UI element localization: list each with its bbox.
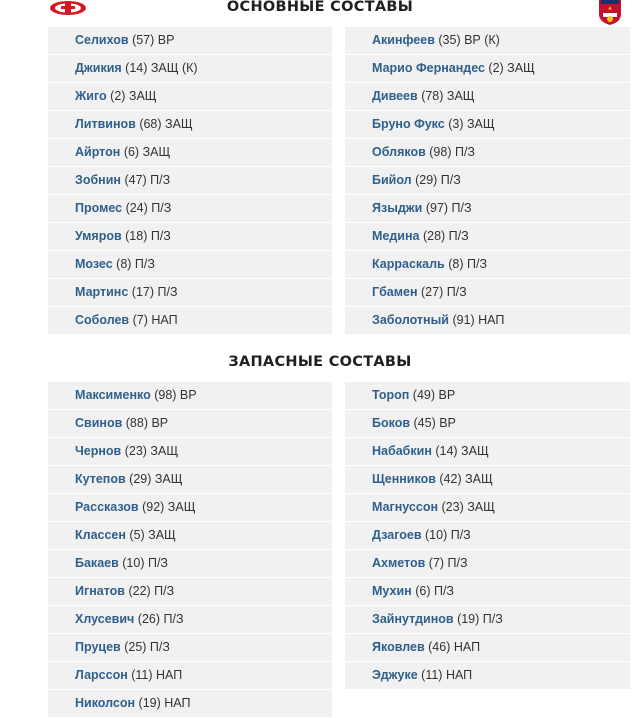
player-row — [48, 382, 332, 409]
player-row — [48, 578, 332, 605]
player-name-link[interactable]: Мухин — [372, 584, 412, 598]
player-number-position: (23) ЗАЩ — [124, 444, 179, 458]
player-row — [345, 578, 630, 605]
player-row — [48, 167, 332, 194]
player-number-position: (14) ЗАЩ — [435, 444, 489, 458]
player-name-link[interactable]: Бакаев — [75, 556, 119, 570]
player-name-link[interactable]: Максименко — [75, 388, 151, 402]
player-name-link[interactable]: Николсон — [75, 696, 136, 710]
player-name-link[interactable]: Заболотный — [372, 313, 449, 327]
player-name-link[interactable]: Классен — [75, 528, 126, 542]
player-number-position: (57) ВР — [132, 33, 175, 47]
player-row — [48, 494, 332, 521]
player-name-link[interactable]: Дивеев — [372, 89, 418, 103]
player-number-position: (29) П/З — [415, 173, 461, 187]
player-row — [48, 279, 332, 306]
player-number-position: (17) П/З — [131, 285, 178, 299]
player-row — [345, 195, 630, 222]
player-row — [345, 662, 630, 689]
player-number-position: (23) ЗАЩ — [441, 500, 495, 514]
player-row — [345, 111, 630, 138]
player-row — [48, 223, 332, 250]
player-number-position: (46) НАП — [428, 640, 481, 654]
player-number-position: (92) ЗАЩ — [142, 500, 196, 514]
player-name-link[interactable]: Свинов — [75, 416, 123, 430]
player-number-position: (10) П/З — [425, 528, 471, 542]
player-name-link[interactable]: Ахметов — [372, 556, 426, 570]
player-number-position: (2) ЗАЩ — [110, 89, 157, 103]
player-name-link[interactable]: Магнуссон — [372, 500, 439, 514]
player-name-link[interactable]: Обляков — [372, 145, 426, 159]
player-name-link[interactable]: Марио Фернандес — [372, 61, 485, 75]
player-row — [345, 522, 630, 549]
player-number-position: (6) П/З — [415, 584, 454, 598]
player-number-position: (26) П/З — [137, 612, 184, 626]
player-name-link[interactable]: Бруно Фукс — [372, 117, 445, 131]
player-row — [48, 251, 332, 278]
player-row — [345, 307, 630, 334]
subs-away-list — [345, 382, 630, 690]
starting-home-list — [48, 27, 332, 335]
player-number-position: (7) П/З — [428, 556, 468, 570]
player-number-position: (42) ЗАЩ — [439, 472, 493, 486]
player-row — [48, 195, 332, 222]
starting-away-list — [345, 27, 630, 335]
player-number-position: (6) ЗАЩ — [123, 145, 171, 159]
player-row — [345, 167, 630, 194]
player-row — [48, 83, 332, 110]
player-number-position: (19) НАП — [138, 696, 191, 710]
player-name-link[interactable]: Жиго — [75, 89, 107, 103]
player-name-link[interactable]: Айртон — [75, 145, 121, 159]
player-name-link[interactable]: Умяров — [75, 229, 122, 243]
player-number-position: (10) П/З — [122, 556, 168, 570]
player-row — [345, 27, 630, 54]
player-name-link[interactable]: Соболев — [75, 313, 130, 327]
player-row — [345, 139, 630, 166]
player-row — [345, 55, 630, 82]
player-name-link[interactable]: Боков — [372, 416, 411, 430]
player-row — [345, 279, 630, 306]
player-row — [345, 251, 630, 278]
player-number-position: (27) П/З — [421, 285, 467, 299]
player-row — [48, 139, 332, 166]
player-number-position: (14) ЗАЩ (К) — [125, 61, 198, 75]
player-name-link[interactable]: Мозес — [75, 257, 113, 271]
player-number-position: (11) НАП — [131, 668, 183, 682]
subs-lineups-title: ЗАПАСНЫЕ СОСТАВЫ — [228, 354, 412, 370]
player-name-link[interactable]: Чернов — [75, 444, 122, 458]
player-number-position: (8) П/З — [448, 257, 487, 271]
main-lineups-title: ОСНОВНЫЕ СОСТАВЫ — [226, 0, 414, 15]
player-name-link[interactable]: Акинфеев — [372, 33, 435, 47]
player-name-link[interactable]: Зобнин — [75, 173, 121, 187]
player-name-link[interactable]: Джикия — [75, 61, 122, 75]
player-number-position: (5) ЗАЩ — [129, 528, 176, 542]
player-number-position: (3) ЗАЩ — [448, 117, 495, 131]
player-number-position: (18) П/З — [125, 229, 171, 243]
player-name-link[interactable]: Селихов — [75, 33, 129, 47]
player-name-link[interactable]: Карраскаль — [372, 257, 445, 271]
player-row — [345, 494, 630, 521]
player-name-link[interactable]: Промес — [75, 201, 123, 215]
player-name-link[interactable]: Хлусевич — [75, 612, 135, 626]
player-number-position: (2) ЗАЩ — [488, 61, 535, 75]
player-number-position: (22) П/З — [128, 584, 175, 598]
player-name-link[interactable]: Кутепов — [75, 472, 126, 486]
player-name-link[interactable]: Щенников — [372, 472, 436, 486]
player-name-link[interactable]: Гбамен — [372, 285, 418, 299]
player-row — [48, 438, 332, 465]
player-name-link[interactable]: Зайнутдинов — [372, 612, 454, 626]
player-row — [345, 438, 630, 465]
player-number-position: (47) П/З — [124, 173, 171, 187]
player-row — [48, 307, 332, 334]
player-row — [48, 27, 332, 54]
player-name-link[interactable]: Дзагоев — [372, 528, 422, 542]
player-number-position: (19) П/З — [457, 612, 503, 626]
player-row — [48, 662, 332, 689]
player-number-position: (29) ЗАЩ — [129, 472, 183, 486]
player-number-position: (97) П/З — [425, 201, 472, 215]
player-name-link[interactable]: Медина — [372, 229, 420, 243]
subs-home-list — [48, 382, 332, 718]
player-name-link[interactable]: Пруцев — [75, 640, 121, 654]
player-row — [48, 410, 332, 437]
player-number-position: (49) ВР — [412, 388, 456, 402]
player-number-position: (98) ВР — [154, 388, 197, 402]
player-name-link[interactable]: Тороп — [372, 388, 410, 402]
player-row — [48, 634, 332, 661]
player-number-position: (45) ВР — [413, 416, 456, 430]
player-row — [48, 466, 332, 493]
player-name-link[interactable]: Мартинс — [75, 285, 129, 299]
player-name-link[interactable]: Бийол — [372, 173, 412, 187]
player-number-position: (24) П/З — [125, 201, 172, 215]
player-name-link[interactable]: Языджи — [372, 201, 423, 215]
player-row — [48, 690, 332, 717]
player-row — [345, 382, 630, 409]
player-row — [48, 522, 332, 549]
player-name-link[interactable]: Набабкин — [372, 444, 432, 458]
player-row — [345, 550, 630, 577]
player-row — [345, 223, 630, 250]
player-row — [48, 550, 332, 577]
player-number-position: (91) НАП — [452, 313, 505, 327]
player-number-position: (8) П/З — [116, 257, 155, 271]
player-number-position: (7) НАП — [132, 313, 178, 327]
player-row — [48, 111, 332, 138]
player-row — [48, 55, 332, 82]
player-name-link[interactable]: Литвинов — [75, 117, 136, 131]
player-number-position: (98) П/З — [429, 145, 475, 159]
player-number-position: (35) ВР (К) — [438, 33, 500, 47]
player-name-link[interactable]: Ларссон — [75, 668, 128, 682]
player-name-link[interactable]: Игнатов — [75, 584, 125, 598]
player-number-position: (25) П/З — [124, 640, 170, 654]
player-row — [345, 466, 630, 493]
player-name-link[interactable]: Эджуке — [372, 668, 418, 682]
player-number-position: (78) ЗАЩ — [421, 89, 475, 103]
player-row — [345, 83, 630, 110]
player-name-link[interactable]: Яковлев — [372, 640, 425, 654]
player-row — [345, 410, 630, 437]
player-row — [48, 606, 332, 633]
player-number-position: (28) П/З — [422, 229, 469, 243]
player-number-position: (11) НАП — [421, 668, 473, 682]
player-number-position: (68) ЗАЩ — [139, 117, 193, 131]
player-row — [345, 634, 630, 661]
player-row — [345, 606, 630, 633]
player-number-position: (88) ВР — [125, 416, 169, 430]
player-name-link[interactable]: Рассказов — [75, 500, 139, 514]
